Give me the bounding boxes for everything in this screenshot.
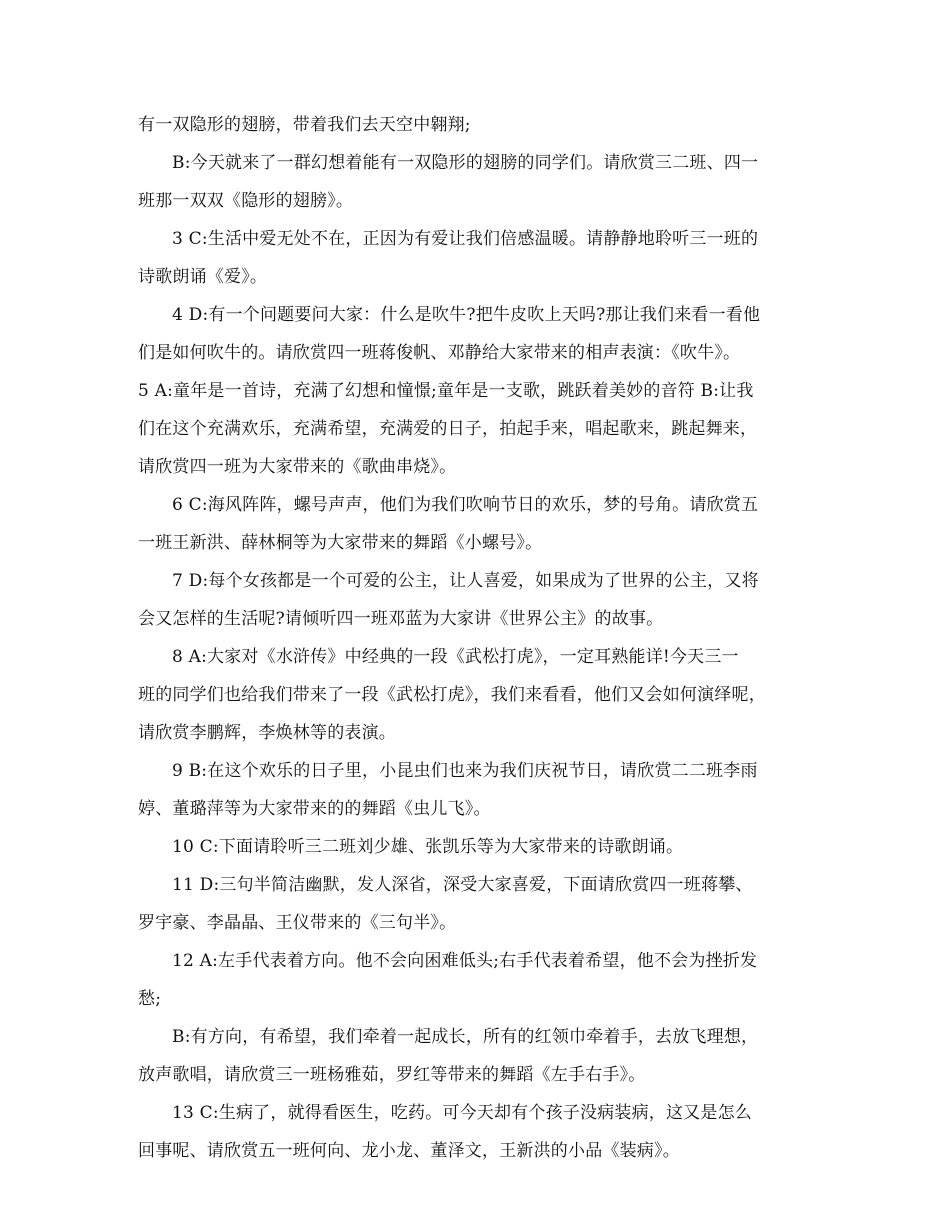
text-line: B:有方向，有希望，我们牵着一起成长，所有的红领巾牵着手，去放飞理想，	[172, 1027, 759, 1047]
text-line: 11 D:三句半简洁幽默，发人深省，深受大家喜爱，下面请欣赏四一班蒋攀、	[172, 875, 753, 895]
text-line: 4 D:有一个问题要问大家：什么是吹牛?把牛皮吹上天吗?那让我们来看一看他	[172, 305, 761, 325]
text-line: 们是如何吹牛的。请欣赏四一班蒋俊帆、邓静给大家带来的相声表演：《吹牛》。	[138, 343, 741, 363]
text-line: 10 C:下面请聆听三二班刘少雄、张凯乐等为大家带来的诗歌朗诵。	[172, 837, 684, 857]
text-line: 6 C:海风阵阵，螺号声声，他们为我们吹响节日的欢乐，梦的号角。请欣赏五	[172, 495, 759, 515]
text-line: 回事呢、请欣赏五一班何向、龙小龙、董泽文，王新洪的小品《装病》。	[138, 1141, 680, 1161]
text-line: 13 C:生病了，就得看医生，吃药。可今天却有个孩子没病装病，这又是怎么	[172, 1103, 752, 1123]
text-line: 9 B:在这个欢乐的日子里，小昆虫们也来为我们庆祝节日，请欣赏二二班李雨	[172, 761, 758, 781]
text-line: 12 A:左手代表着方向。他不会向困难低头;右手代表着希望，他不会为挫折发	[172, 951, 758, 971]
text-line: 5 A:童年是一首诗，充满了幻想和憧憬;童年是一支歌，跳跃着美妙的音符 B:让我	[138, 381, 754, 401]
text-line: 们在这个充满欢乐，充满希望，充满爱的日子，拍起手来，唱起歌来，跳起舞来，	[138, 419, 758, 439]
text-line: 班的同学们也给我们带来了一段《武松打虎》，我们来看看，他们又会如何演绎呢，	[138, 685, 766, 705]
text-line: 有一双隐形的翅膀，带着我们去天空中翱翔;	[138, 115, 471, 135]
text-line: 请欣赏四一班为大家带来的《歌曲串烧》。	[138, 457, 457, 477]
text-line: 罗宇豪、李晶晶、王仪带来的《三句半》。	[138, 913, 457, 933]
text-line: 婷、董璐萍等为大家带来的的舞蹈《虫儿飞》。	[138, 799, 491, 819]
text-line: 放声歌唱，请欣赏三一班杨雅茹，罗红等带来的舞蹈《左手右手》。	[138, 1065, 646, 1085]
text-line: 会又怎样的生活呢?请倾听四一班邓蓝为大家讲《世界公主》的故事。	[138, 609, 664, 629]
text-line: 诗歌朗诵《爱》。	[138, 267, 268, 287]
text-line: 请欣赏李鹏辉，李焕林等的表演。	[138, 723, 396, 743]
text-line: 8 A:大家对《水浒传》中经典的一段《武松打虎》，一定耳熟能详!今天三一	[172, 647, 739, 667]
text-line: B:今天就来了一群幻想着能有一双隐形的翅膀的同学们。请欣赏三二班、四一	[172, 153, 759, 173]
text-line: 班那一双双《隐形的翅膀》。	[138, 191, 354, 211]
text-line: 一班王新洪、薛林桐等为大家带来的舞蹈《小螺号》。	[138, 533, 543, 553]
text-line: 愁;	[138, 989, 162, 1009]
text-line: 3 C:生活中爱无处不在，正因为有爱让我们倍感温暖。请静静地聆听三一班的	[172, 229, 759, 249]
text-line: 7 D:每个女孩都是一个可爱的公主，让人喜爱，如果成为了世界的公主，又将	[172, 571, 759, 591]
